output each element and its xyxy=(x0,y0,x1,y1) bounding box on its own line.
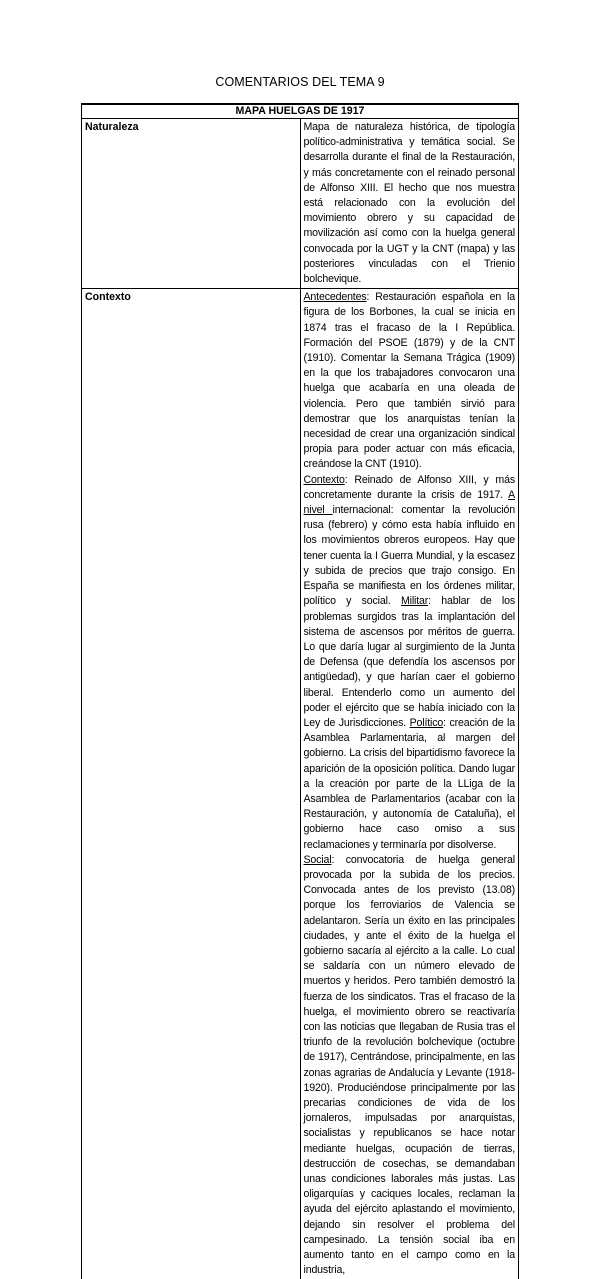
comment-table xyxy=(81,103,519,1279)
politico-text: : creación de la Asamblea Parlamentaria, al margen del gobierno. La crisis del bipartidismo favorece la aparición de la oposición política. Dando lugar a la creación por parte de la LLiga de la Asamblea de Parlamentarios (acabar con la Restauración, y autonomía de Cataluña), el gobierno hace caso omiso a sus reclamaciones y terminaría por disolverse. xyxy=(303,716,515,851)
politico-heading: Político xyxy=(409,716,444,729)
table-header-row xyxy=(82,104,519,119)
paragraph-social xyxy=(304,853,516,1279)
militar-text: : hablar de los problemas surgidos tras la implantación del sistema de ascensos por méritos de guerra. Lo que daría lugar al surgimiento de la Junta de Defensa (que defendía los ascensos por antigüedad), y que harían caer el gobierno liberal. Entenderlo como un aumento del poder el ejército que se había iniciado con la Ley de Jurisdicciones. xyxy=(303,595,515,729)
row-text-contexto xyxy=(300,289,519,1279)
nivel-heading: A nivel xyxy=(303,488,515,517)
social-text: : convocatoria de huelga general provocada por la subida de los precios. Convocada antes de los previsto (13.08) porque los ferroviarios de Valencia se adelantaron. Sería un éxito en las principales ciudades, y ante el éxito de la huelga el gobierno sacaría al ejército a la calle. Lo cual se saldaría con un número elevado de muertos y heridos. Pero también demostró la fuerza de los sindicatos. Tras el fracaso de la huelga, el movimiento obrero se reactivaría con las noticias que llegaban de Rusia tras el triunfo de la revolución bolchevique (octubre de 1917), Centrándose, principalmente, en las zonas agrarias de Andalucía y Levante (1918-1920). Produciéndose principalmente por las precarias condiciones de vida de los jornaleros, impulsadas por anarquistas, socialistas y republicanos se hace notar mediante huelgas, ocupación de tierras, destrucción de cosechas, se demandaban unas condiciones laborales más justas. Las oligarquías y caciques locales, reclaman la ayuda del ejército aplastando el movimiento, dejando sin resolver el problema del campesinado. La tensión social iba en aumento tanto en el campo como en la industria, xyxy=(303,853,515,1277)
paragraph-contexto xyxy=(304,473,516,853)
table-header: MAPA HUELGAS DE 1917 xyxy=(82,104,519,119)
row-label-naturaleza: Naturaleza xyxy=(82,119,301,289)
contexto-heading: Contexto xyxy=(303,473,345,486)
antecedentes-heading: Antecedentes xyxy=(303,291,367,304)
social-heading: Social xyxy=(303,853,332,866)
table-row-naturaleza xyxy=(82,119,519,289)
row-text-naturaleza: Mapa de naturaleza histórica, de tipología político-administrativa y temática social. Se desarrolla durante el final de la Restauración, y más concretamente con el reinado personal de Alfonso XIII. El hecho que nos muestra está relacionado con la evolución del movimiento obrero y su capacidad de movilización así como con la huelga general convocada por la UGT y la CNT (mapa) y las posteriores vinculadas con el Trienio bolchevique. xyxy=(300,119,519,289)
row-label-contexto: Contexto xyxy=(82,289,301,1279)
nivel-text: internacional: comentar la revolución rusa (febrero) y cómo esta había influido en los movimientos obreros europeos. Hay que tener cuenta la I Guerra Mundial, y la escasez y subida de precios que trajo consigo. En España se manifiesta en los órdenes militar, político y social. xyxy=(303,504,515,608)
table-row-contexto xyxy=(82,289,519,1279)
contexto-text: : Reinado de Alfonso XIII, y más concretamente durante la crisis de 1917. xyxy=(303,473,515,501)
paragraph-antecedentes xyxy=(304,290,516,472)
militar-heading: Militar xyxy=(400,595,429,608)
document-title: COMENTARIOS DEL TEMA 9 xyxy=(215,75,385,89)
antecedentes-text: : Restauración española en la figura de los Borbones, la cual se inicia en 1874 tras el fracaso de la I República. Formación del PSOE (1879) y de la CNT (1910). Comentar la Semana Trágica (1909) en la que los trabajadores convocaron una huelga que acabaría en una oleada de violencia. Pero que también sirvió para demostrar que los anarquistas tenían la necesidad de crear una organización sindical propia para poder actuar con más eficacia, creándose la CNT (1910). xyxy=(303,291,515,471)
